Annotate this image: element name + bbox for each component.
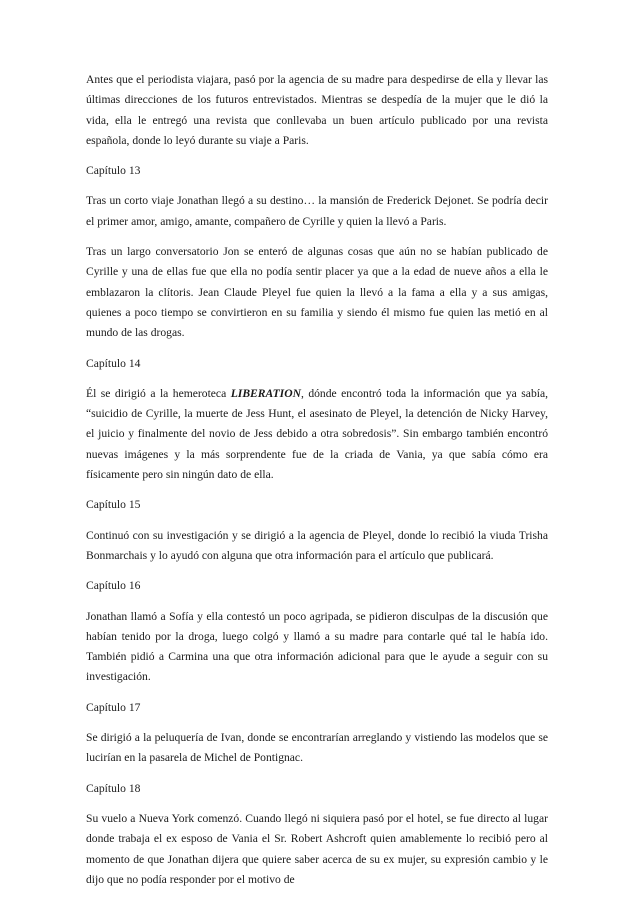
chapter-13-heading: Capítulo 13 [86, 164, 141, 178]
chapter-15-heading: Capítulo 15 [86, 498, 141, 512]
chapter-14-text-start: Él se dirigió a la hemeroteca [86, 386, 231, 400]
chapter-17-heading: Capítulo 17 [86, 700, 141, 714]
chapter-17-paragraph: Se dirigió a la peluquería de Ivan, donde se encontrarían arreglando y vistiendo las modelos que se lucirían en la pasarela de Michel de Pontignac. [86, 731, 548, 765]
chapter-14-paragraph [86, 384, 548, 485]
chapter-16-paragraph: Jonathan llamó a Sofía y ella contestó un poco agripada, se pidieron disculpas de la discusión que habían tenido por la droga, luego colgó y llamó a su madre para contarle qué tal le había ido. También pidió a Carmina una que otra información adicional para que le ayude a seguir con su investigación. [86, 609, 548, 684]
chapter-18-heading: Capítulo 18 [86, 781, 141, 795]
chapter-13-paragraph-1: Tras un corto viaje Jonathan llegó a su destino… la mansión de Frederick Dejonet. Se podría decir el primer amor, amigo, amante, compañero de Cyrille y quien la llevó a Paris. [86, 194, 548, 228]
document-page [86, 70, 548, 900]
chapter-16-heading: Capítulo 16 [86, 579, 141, 593]
chapter-14-heading: Capítulo 14 [86, 356, 141, 370]
chapter-15-paragraph: Continuó con su investigación y se dirigió a la agencia de Pleyel, donde lo recibió la viuda Trisha Bonmarchais y lo ayudó con alguna que otra información para el artículo que publicará. [86, 528, 548, 562]
chapter-13-paragraph-2: Tras un largo conversatorio Jon se enteró de algunas cosas que aún no se habían publicado de Cyrille y una de ellas fue que ella no podía sentir placer ya que a la edad de nueve años a ella le emblazaron la clítoris. Jean Claude Pleyel fue quien la llevó a la fama a ella y a sus amigas, quienes a poco tiempo se convirtieron en su familia y siendo él mismo fue quien las metió en al mundo de las drogas. [86, 245, 548, 340]
chapter-14-text-end: , dónde encontró toda la información que ya sabía, “suicidio de Cyrille, la muerte de Jess Hunt, el asesinato de Pleyel, la detención de Nicky Harvey, el juicio y finalmente del novio de Jess debido a otra sobredosis”. Sin embargo también encontró nuevas imágenes y la más sorprendente fue de la criada de Vania, ya que sabía cómo era físicamente pero sin ningún dato de ella. [86, 386, 549, 482]
paragraph-intro: Antes que el periodista viajara, pasó por la agencia de su madre para despedirse de ella y llevar las últimas direcciones de los futuros entrevistados. Mientras se despedía de la mujer que le dió la vida, ella le entregó una revista que conllevaba un buen artículo publicado por una revista española, donde lo leyó durante su viaje a Paris. [86, 73, 548, 147]
chapter-18-paragraph: Su vuelo a Nueva York comenzó. Cuando llegó ni siquiera pasó por el hotel, se fue directo al lugar donde trabaja el ex esposo de Vania el Sr. Robert Ashcroft quien amablemente lo recibió pero al momento de que Jonathan dijera que quiere saber acerca de su ex mujer, su expresión cambio y le dijo que no podía responder por el motivo de [86, 811, 548, 886]
liberation-title: LIBERATION [230, 386, 301, 400]
